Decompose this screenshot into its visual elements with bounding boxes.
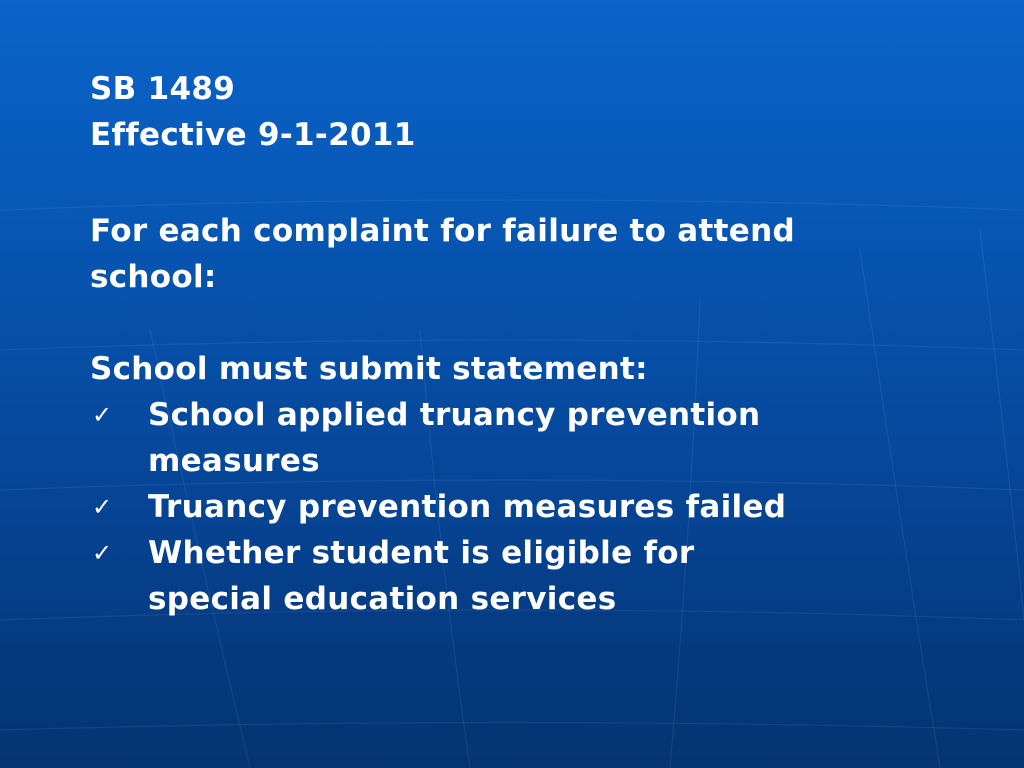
slide-body <box>90 66 970 622</box>
checklist-item <box>90 484 970 530</box>
intro-line-2: school: <box>90 259 217 295</box>
checklist-item-line-1: Truancy prevention measures failed <box>148 489 787 525</box>
checklist-item-line-1: School applied truancy prevention <box>148 397 761 433</box>
checkmark-icon: ✓ <box>92 401 113 429</box>
section-heading: School must submit statement: <box>90 351 648 387</box>
title-line-2: Effective 9-1-2011 <box>90 117 416 153</box>
title-line-1: SB 1489 <box>90 71 236 107</box>
checklist-item-line-2: measures <box>148 443 320 479</box>
checklist-item-line-2: special education services <box>148 581 617 617</box>
intro-line-1: For each complaint for failure to attend <box>90 213 795 249</box>
checklist-item-line-1: Whether student is eligible for <box>148 535 695 571</box>
checkmark-icon: ✓ <box>92 493 113 521</box>
checklist-item <box>90 392 970 484</box>
checklist-item <box>90 530 970 622</box>
checkmark-icon: ✓ <box>92 539 113 567</box>
